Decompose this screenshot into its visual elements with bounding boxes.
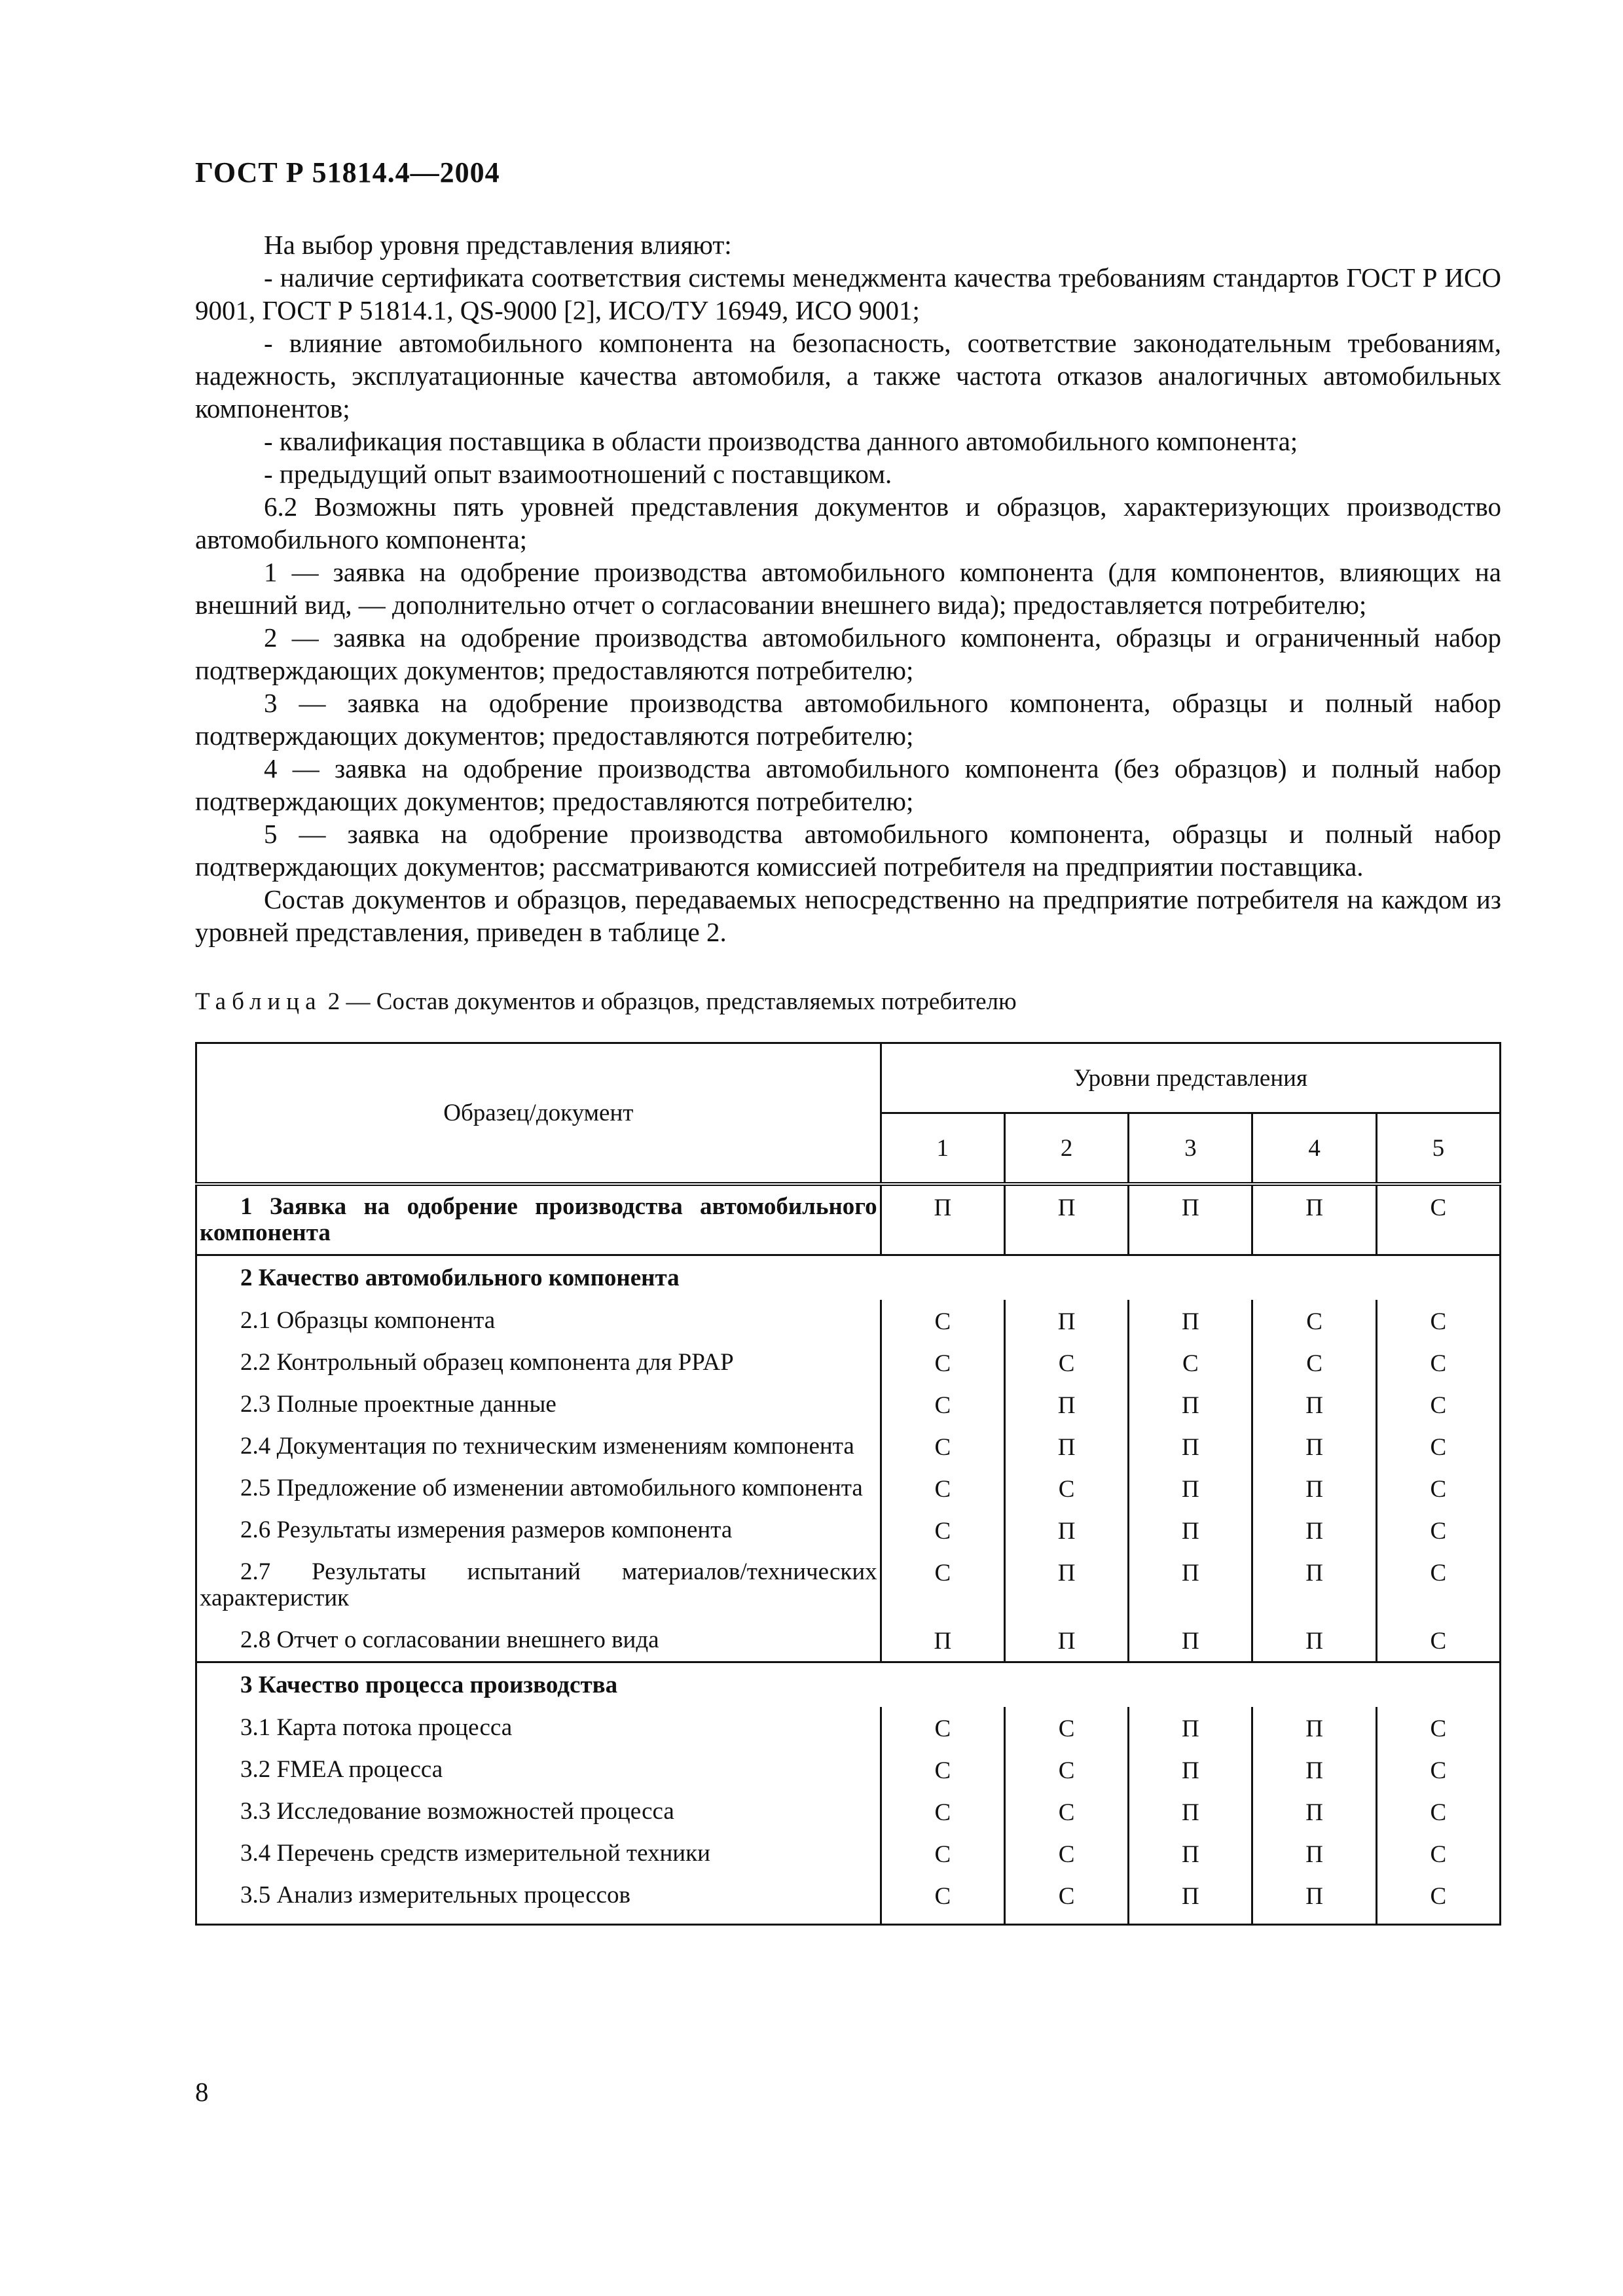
table-row (196, 1619, 1501, 1662)
row-value: С (881, 1467, 1004, 1509)
row-label: 3.4 Перечень средств измерительной техники (196, 1833, 881, 1874)
table-row (196, 1384, 1501, 1426)
paragraph: - квалификация поставщика в области производства данного автомобильного компонента; (264, 426, 1298, 456)
row-value: П (1129, 1791, 1252, 1833)
table-row (196, 1184, 1501, 1255)
table-row (196, 1874, 1501, 1925)
table-row (196, 1551, 1501, 1619)
row-value: С (1376, 1342, 1500, 1384)
row-value: П (881, 1184, 1004, 1255)
row-value: П (1129, 1551, 1252, 1619)
row-value: П (1129, 1384, 1252, 1426)
table-row (196, 1509, 1501, 1551)
level-header: 3 (1129, 1113, 1252, 1185)
section-title: 2 Качество автомобильного компонента (196, 1255, 1501, 1300)
paragraph: 2 — заявка на одобрение производства автомобильного компонента, образцы и ограниченный набор подтверждающих документов; предоставляются потребителю; (195, 622, 1501, 685)
row-value: С (881, 1342, 1004, 1384)
table-row (196, 1467, 1501, 1509)
row-label: 2.7 Результаты испытаний материалов/технических характеристик (196, 1551, 881, 1619)
row-value: П (1129, 1874, 1252, 1925)
row-value: С (1252, 1342, 1376, 1384)
row-value: П (1129, 1300, 1252, 1342)
paragraph: 6.2 Возможны пять уровней представления документов и образцов, характеризующих производство автомобильного компонента; (195, 492, 1501, 554)
row-value: С (1376, 1707, 1500, 1749)
page-number: 8 (195, 2077, 209, 2107)
row-value: С (881, 1426, 1004, 1467)
row-value: С (1004, 1833, 1128, 1874)
row-value: С (1004, 1749, 1128, 1791)
table-caption (195, 988, 1501, 1016)
row-value: П (1129, 1184, 1252, 1255)
level-header: 2 (1004, 1113, 1128, 1185)
paragraph: - наличие сертификата соответствия системы менеджмента качества требованиям стандартов ГОСТ Р ИСО 9001, ГОСТ Р 51814.1, QS-9000 [2], ИСО/ТУ 16949, ИСО 9001; (195, 262, 1501, 325)
row-value: С (1376, 1384, 1500, 1426)
row-value: С (1004, 1342, 1128, 1384)
row-value: С (1004, 1467, 1128, 1509)
document-page (195, 156, 1501, 1926)
row-label: 3.3 Исследование возможностей процесса (196, 1791, 881, 1833)
row-value: П (1129, 1509, 1252, 1551)
row-label: 1 Заявка на одобрение производства автомобильного компонента (196, 1184, 881, 1255)
row-value: П (1252, 1509, 1376, 1551)
row-value: П (1004, 1300, 1128, 1342)
row-value: П (1252, 1467, 1376, 1509)
row-value: П (1004, 1426, 1128, 1467)
row-value: С (1004, 1874, 1128, 1925)
table-row (196, 1791, 1501, 1833)
row-value: С (881, 1300, 1004, 1342)
row-value: С (881, 1707, 1004, 1749)
row-value: С (1376, 1467, 1500, 1509)
table-row (196, 1749, 1501, 1791)
row-label: 2.3 Полные проектные данные (196, 1384, 881, 1426)
row-label: 3.2 FMEA процесса (196, 1749, 881, 1791)
row-value: П (1252, 1619, 1376, 1662)
row-label: 3.5 Анализ измерительных процессов (196, 1874, 881, 1925)
paragraph: 4 — заявка на одобрение производства автомобильного компонента (без образцов) и полный набор подтверждающих документов; предоставляются потребителю; (195, 753, 1501, 816)
table-row (196, 1707, 1501, 1749)
row-value: С (881, 1551, 1004, 1619)
row-value: С (881, 1791, 1004, 1833)
row-value: П (1252, 1707, 1376, 1749)
row-value: С (881, 1509, 1004, 1551)
row-value: С (1004, 1707, 1128, 1749)
row-value: С (1252, 1300, 1376, 1342)
section-header-row (196, 1662, 1501, 1708)
document-header: ГОСТ Р 51814.4—2004 (195, 156, 500, 188)
row-value: П (1252, 1184, 1376, 1255)
row-value: П (1129, 1707, 1252, 1749)
row-label: 2.4 Документация по техническим изменениям компонента (196, 1426, 881, 1467)
row-value: П (1129, 1467, 1252, 1509)
level-header: 5 (1376, 1113, 1500, 1185)
row-value: П (1004, 1184, 1128, 1255)
row-value: П (1252, 1791, 1376, 1833)
row-value: П (1129, 1833, 1252, 1874)
row-value: П (1004, 1551, 1128, 1619)
table-row (196, 1426, 1501, 1467)
row-value: С (881, 1833, 1004, 1874)
paragraph: Состав документов и образцов, передаваемых непосредственно на предприятие потребителя на каждом из уровней представления, приведен в таблице 2. (195, 884, 1501, 947)
row-label: 3.1 Карта потока процесса (196, 1707, 881, 1749)
row-value: С (881, 1749, 1004, 1791)
row-value: П (1252, 1426, 1376, 1467)
table-row (196, 1300, 1501, 1342)
table-caption-label: Таблица (195, 988, 322, 1015)
paragraph: 1 — заявка на одобрение производства автомобильного компонента (для компонентов, влияющих на внешний вид, — дополнительно отчет о согласовании внешнего вида); предоставляется потребителю; (195, 557, 1501, 620)
row-value: П (1252, 1749, 1376, 1791)
paragraph: - влияние автомобильного компонента на безопасность, соответствие законодательным требованиям, надежность, эксплуатационные качества автомобиля, а также частота отказов аналогичных автомобильных компонентов; (195, 328, 1501, 423)
row-value: П (1004, 1384, 1128, 1426)
row-value: С (1376, 1833, 1500, 1874)
row-value: С (1376, 1300, 1500, 1342)
documents-table (195, 1042, 1501, 1926)
paragraph: 3 — заявка на одобрение производства автомобильного компонента, образцы и полный набор подтверждающих документов; предоставляются потребителю; (195, 688, 1501, 751)
row-value: С (1129, 1342, 1252, 1384)
row-value: П (1252, 1833, 1376, 1874)
row-value: С (1376, 1791, 1500, 1833)
section-title: 3 Качество процесса производства (196, 1662, 1501, 1708)
section-header-row (196, 1255, 1501, 1300)
row-value: С (1376, 1749, 1500, 1791)
row-label: 2.1 Образцы компонента (196, 1300, 881, 1342)
row-value: С (881, 1384, 1004, 1426)
row-value: С (1376, 1619, 1500, 1662)
level-header: 4 (1252, 1113, 1376, 1185)
row-value: П (1252, 1551, 1376, 1619)
row-value: С (1004, 1791, 1128, 1833)
row-value: П (1252, 1874, 1376, 1925)
row-value: С (1376, 1184, 1500, 1255)
row-label: 2.8 Отчет о согласовании внешнего вида (196, 1619, 881, 1662)
row-value: П (1129, 1749, 1252, 1791)
paragraph: - предыдущий опыт взаимоотношений с поставщиком. (264, 459, 892, 489)
body-text (195, 228, 1501, 948)
row-value: С (1376, 1551, 1500, 1619)
table-row (196, 1833, 1501, 1874)
row-label: 2.6 Результаты измерения размеров компонента (196, 1509, 881, 1551)
row-value: П (881, 1619, 1004, 1662)
row-value: П (1004, 1509, 1128, 1551)
table-row (196, 1342, 1501, 1384)
row-label: 2.5 Предложение об изменении автомобильного компонента (196, 1467, 881, 1509)
row-value: С (1376, 1426, 1500, 1467)
table-caption-text: 2 — Состав документов и образцов, представляемых потребителю (321, 988, 1017, 1015)
column-header-document: Образец/документ (196, 1043, 881, 1185)
paragraph: 5 — заявка на одобрение производства автомобильного компонента, образцы и полный набор подтверждающих документов; рассматриваются комиссией потребителя на предприятии поставщика. (195, 819, 1501, 882)
row-value: С (881, 1874, 1004, 1925)
row-label: 2.2 Контрольный образец компонента для PPAP (196, 1342, 881, 1384)
paragraph: На выбор уровня представления влияют: (264, 230, 732, 260)
level-header: 1 (881, 1113, 1004, 1185)
row-value: П (1252, 1384, 1376, 1426)
row-value: П (1004, 1619, 1128, 1662)
row-value: С (1376, 1874, 1500, 1925)
column-header-levels: Уровни представления (881, 1043, 1500, 1113)
row-value: П (1129, 1619, 1252, 1662)
row-value: С (1376, 1509, 1500, 1551)
row-value: П (1129, 1426, 1252, 1467)
